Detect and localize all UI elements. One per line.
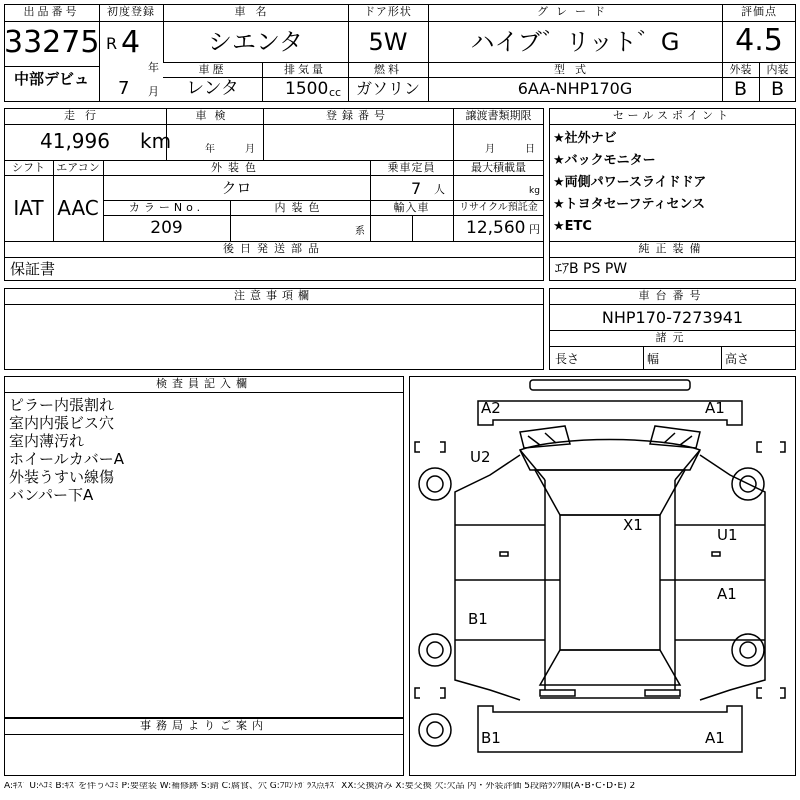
- history: レンタ: [186, 78, 239, 99]
- lot-no-label: 出品番号: [23, 5, 80, 18]
- width-label: 幅: [647, 352, 660, 366]
- mark-left-front: U2: [470, 448, 491, 466]
- equipment-label: 純正装備: [638, 242, 707, 255]
- sales-point-item: ★社外ナビ: [553, 131, 617, 146]
- door-label: ドア形状: [364, 5, 412, 18]
- inspector-label: 検査員記入欄: [156, 377, 252, 390]
- equipment-value: ｴｱB PS PW: [555, 261, 628, 277]
- score-label: 評価点: [741, 5, 777, 18]
- year-unit: 年: [148, 61, 159, 74]
- remark-line: ピラー内張割れ: [9, 396, 115, 414]
- history-label: 車歴: [198, 63, 227, 76]
- mark-front-right: A1: [705, 399, 725, 417]
- height-label: 高さ: [725, 352, 750, 366]
- door: 5W: [368, 28, 408, 56]
- later-parts-label: 後日発送部品: [223, 242, 325, 255]
- sales-point-item: ★バックモニター: [553, 153, 656, 168]
- shift-label: シフト: [12, 161, 45, 174]
- grade: ハイブ゛リット゛G: [470, 28, 680, 56]
- max-load-label: 最大積載量: [471, 161, 526, 174]
- lot-no: 33275: [4, 25, 100, 60]
- office-label: 事務局よりご案内: [140, 719, 268, 732]
- remark-line: ホイールカバーA: [9, 450, 124, 468]
- first-reg-label: 初度登録: [107, 5, 155, 18]
- inspection-month-unit: 月: [245, 144, 255, 155]
- inspection-label: 車検: [195, 109, 234, 122]
- venue: 中部デビュ: [13, 70, 89, 88]
- grade-label: グレード: [537, 5, 613, 18]
- remark-line: 室内内張ビス穴: [9, 414, 115, 432]
- mark-front-left: A2: [481, 399, 501, 417]
- sales-point-item: ★ETC: [553, 219, 592, 234]
- mark-rear-left: B1: [481, 729, 501, 747]
- color-no-label: カラーNo.: [128, 201, 205, 214]
- chassis-label: 車台番号: [638, 289, 707, 302]
- year-num: 4: [121, 25, 141, 60]
- score: 4.5: [735, 23, 783, 58]
- month-unit: 月: [148, 85, 159, 98]
- color-no: 209: [150, 218, 183, 238]
- displacement-unit: cc: [329, 86, 342, 99]
- legend-text: A:ｷｽﾞ U:ﾍｺﾐ B:ｷｽﾞを伴うﾍｺﾐ P:要塗装 W:補修跡 S:錆 C:腐食、穴 G:ﾌﾛﾝﾄｶﾞﾗｽ点ｷｽﾞ XX:交換済み X:要交換 欠:欠品 内・外装評価 5段階ﾗﾝｸ順(A･B･C･D･E) 2: [4, 782, 636, 791]
- model: 6AA-NHP170G: [517, 79, 633, 98]
- chassis-value: NHP170-7273941: [601, 308, 744, 327]
- recycle: 12,560: [466, 218, 526, 238]
- sales-points-list: [553, 128, 706, 238]
- int-color-unit: 系: [355, 226, 365, 237]
- length-label: 長さ: [555, 352, 580, 366]
- reg-no-label: 登録番号: [326, 109, 390, 122]
- ext-grade: B: [733, 78, 748, 100]
- dims-label: 諸元: [655, 331, 690, 344]
- max-load-unit: kg: [529, 186, 540, 196]
- ext-color-label: 外装色: [211, 161, 262, 174]
- int-grade-label: 内装: [766, 63, 789, 76]
- mark-right-mid: U1: [717, 526, 738, 544]
- displacement: 1500: [285, 79, 329, 99]
- mark-right-rear: A1: [717, 585, 737, 603]
- car-name: シエンタ: [207, 28, 304, 56]
- ac: AAC: [57, 196, 99, 220]
- transfer-day-unit: 日: [525, 144, 535, 155]
- later-parts-value: 保証書: [10, 260, 56, 278]
- mileage: 41,996: [40, 129, 110, 153]
- int-color-label: 内装色: [274, 201, 326, 214]
- int-grade: B: [770, 78, 785, 100]
- remark-line: 室内薄汚れ: [9, 432, 85, 450]
- car-damage-diagram: [409, 376, 796, 776]
- capacity-label: 乗車定員: [387, 161, 436, 174]
- mileage-unit: km: [140, 129, 172, 153]
- ext-grade-label: 外装: [729, 63, 752, 76]
- transfer-month-unit: 月: [485, 144, 495, 155]
- fuel: ガソリン: [355, 79, 420, 98]
- import-label: 輸入車: [393, 201, 430, 214]
- notes-label: 注意事項欄: [234, 289, 314, 302]
- mileage-label: 走行: [64, 109, 106, 122]
- transfer-label: 譲渡書類期限: [465, 109, 532, 122]
- recycle-unit: 円: [529, 223, 540, 236]
- sales-points-label: セールスポイント: [612, 109, 732, 122]
- recycle-label: リサイクル預託金: [459, 202, 538, 213]
- month-num: 7: [118, 78, 130, 99]
- inspector-remarks: [9, 396, 124, 504]
- ext-color: クロ: [221, 179, 252, 197]
- mark-left-rear: B1: [468, 610, 488, 628]
- shift: IAT: [13, 196, 44, 220]
- inspection-year-unit: 年: [205, 144, 215, 155]
- remark-line: バンパー下A: [9, 486, 94, 504]
- remark-line: 外装うすい線傷: [9, 468, 115, 486]
- sales-point-item: ★両側パワースライドドア: [553, 175, 707, 190]
- model-label: 型式: [554, 63, 596, 76]
- era: R: [106, 34, 118, 53]
- capacity: 7: [411, 179, 422, 198]
- mark-roof: X1: [623, 516, 643, 534]
- sales-point-item: ★トヨタセーフティセンス: [553, 197, 706, 212]
- displacement-label: 排気量: [284, 63, 326, 76]
- car-name-label: 車名: [234, 5, 277, 18]
- ac-label: エアコン: [56, 161, 100, 174]
- capacity-unit: 人: [434, 183, 445, 196]
- mark-rear-right: A1: [705, 729, 725, 747]
- fuel-label: 燃料: [374, 63, 402, 76]
